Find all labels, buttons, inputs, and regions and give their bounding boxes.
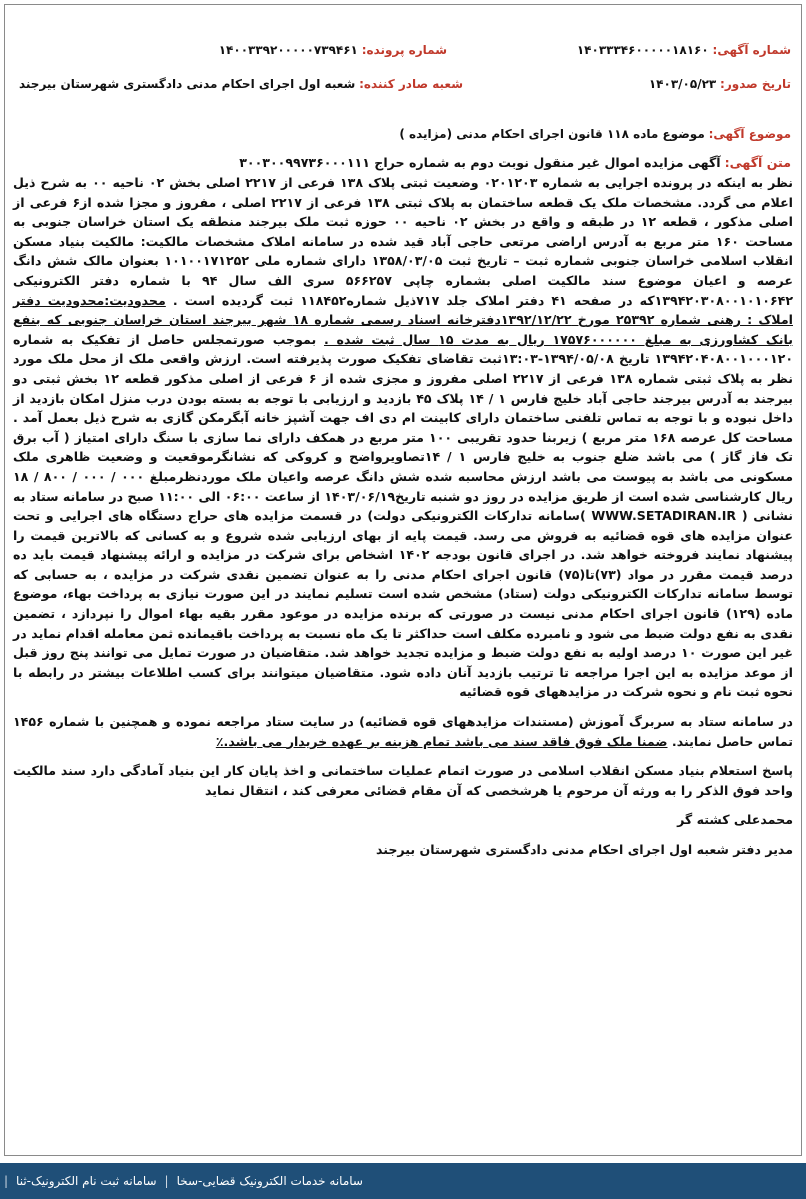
issue-date-row (649, 77, 791, 91)
notice-number-row (577, 43, 791, 57)
footer-separator: | (164, 1174, 169, 1188)
case-number: ۱۴۰۰۳۳۹۲۰۰۰۰۰۷۳۹۴۶۱ (218, 43, 358, 57)
issuer: شعبه اول اجرای احکام مدنی دادگستری شهرستان بیرجند (18, 77, 356, 91)
issuer-label: شعبه صادر کننده: (359, 77, 463, 91)
body-paragraph-3 (13, 761, 793, 800)
case-number-row (219, 43, 447, 57)
case-number-label: شماره پرونده: (361, 43, 447, 57)
subject-row (399, 127, 791, 141)
footer-separator-end: | (4, 1174, 9, 1188)
footer-link-sakha[interactable]: سامانه خدمات الکترونیک قضایی-سخا (176, 1174, 363, 1188)
notice-title: آگهی مزایده اموال غیر منقول نوبت دوم به شماره حراج ۳۰۰۳۰۰۹۹۷۳۶۰۰۰۱۱۱ (239, 155, 721, 170)
issuer-row (19, 77, 463, 91)
body-p3: پاسخ استعلام بنیاد مسکن انقلاب اسلامی در صورت اتمام عملیات ساختمانی و اخذ پایان کار این بنیاد آمادگی دارد سند مالکیت واحد فوق الذکر را به ورثه آن مرحوم یا هرشخصی که آن مقام قضائی معرفی کند ، انتقال نماید (13, 763, 793, 798)
body-paragraph-1 (13, 173, 793, 702)
body-p2a: در سامانه ستاد به سربرگ آموزش (مستندات مزایدههای قوه قضائیه) در سایت ستاد مراجعه نموده و همچنین با شماره ۱۴۵۶ تماس حاصل نمایند. (13, 714, 793, 749)
body-paragraph-2 (13, 712, 793, 751)
subject-label: موضوع آگهی: (708, 127, 791, 141)
signer-title: مدیر دفتر شعبه اول اجرای احکام مدنی دادگستری شهرستان بیرجند (375, 842, 793, 857)
body-p1a: نظر به اینکه در پرونده اجرایی به شماره ۰۲۰۱۲۰۳ وضعیت ثبتی پلاک ۱۳۸ فرعی از ۲۲۱۷ اصلی بخش ۰۲ ناحیه ۰۰ به شرح ذیل اعلام می گردد. مشخصات ملک یک قطعه ساختمان به پلاک ثبتی ۱۳۸ فرعی از ۲۲۱۷ اصلی ، مفروز و مجزا شده از۶ فرعی از اصلی مذکور ، قطعه ۱۲ در طبقه و واقع در بخش ۰۲ ناحیه ۰۰ حوزه ثبت ملک بیرجند منطقه یک استان خراسان جنوبی به مساحت ۱۶۰ متر مربع به آدرس اراضی مرتعی حاجی آباد قید شده در سامانه املاک مشخصات مالکیت: مالکیت بنیاد مسکن انقلاب اسلامی خراسان جنوبی شماره ثبت – تاریخ ثبت ۱۳۵۸/۰۳/۰۵ دارای شماره ملی ۱۰۱۰۰۱۷۱۲۵۲ بعنوان مالک شش دانگ عرصه و اعیان موضوع سند مالکیت اصلی بشماره چاپی ۵۶۶۲۵۷ سری الف سال ۹۴ با شماره دفتر الکترونیکی ۱۳۹۴۲۰۳۰۸۰۰۱۰۱۰۶۴۲که در صفحه ۴۱ دفتر املاک جلد ۷۱۷ذیل شماره۱۱۸۴۵۲ ثبت گردیده است . (13, 175, 794, 308)
notice-number-label: شماره آگهی: (712, 43, 791, 57)
footer-link-sana[interactable]: سامانه ثبت نام الکترونیک-ثنا (16, 1174, 157, 1188)
notice-body (13, 173, 793, 870)
body-p2b-note: ضمنا ملک فوق فاقد سند می باشد تمام هزینه بر عهده خریدار می باشد.٪ (215, 733, 668, 749)
notice-title-label: متن آگهی: (724, 155, 791, 170)
body-p1b-restriction: محدودیت:محدودیت دفتر املاک : رهنی شماره ۲۵۳۹۲ مورخ ۱۳۹۲/۱۲/۲۲دفترخانه اسناد رسمی شماره ۱۸ شهر بیرجند استان خراسان جنوبی که بنفع بانک کشاورزی به مبلغ ۱۷۵۷۶۰۰۰۰۰۰ ریال به مدت ۱۵ سال ثبت شده . (13, 292, 793, 347)
issue-date-label: تاریخ صدور: (720, 77, 791, 91)
notice-title-row (239, 155, 791, 170)
subject-value: موضوع ماده ۱۱۸ قانون اجرای احکام مدنی (مزایده ) (399, 127, 705, 141)
issue-date: ۱۴۰۳/۰۵/۲۳ (648, 77, 717, 91)
body-p1c: بموجب صورتمجلس حاصل از تفکیک به شماره ۱۳۹۴۲۰۴۰۸۰۰۱۰۰۰۱۲۰ تاریخ ۱۳۹۴/۰۵/۰۸-۱۳:۰۳ثبت تقاضای تفکیک صورت پذیرفته است. ارزش واقعی ملک از محل ملک مورد نظر به پلاک ثبتی شماره ۱۳۸ فرعی از ۲۲۱۷ اصلی مفروز و مجزی شده از ۶ فرعی از اصلی مذکور قطعه ۱۲ بخش ثبتی دو بیرجند به آدرس بیرجند حاجی آباد خلیج فارس ۱ / ۱۴ پلاک ۴۵ بازدید و ارزیابی با توجه به بسته بودن درب منزل امکان بازدید از داخل نبوده و با توجه به تماس تلفنی ساختمان دارای کابینت ام دی اف جهت آشپز خانه آبگرمکن گازی به شرح ذیل بعمل آمد . مساحت کل عرصه ۱۶۸ متر مربع ) زیربنا حدود تقریبی ۱۰۰ متر مربع در همکف دارای نما سازی با سنگ دارای امتیاز ( آب برق تک فاز گاز ) می باشد ضلع جنوب به خلیج فارس ۱ / ۱۴تصاویرواضح و کروکی که نشانگرموقعیت و وضعیت ظاهری ملک مسکونی می باشد به پیوست می باشد ارزش محاسبه شده شش دانگ عرصه واعیان ملک موردنظرمبلغ ۰۰۰ / ۰۰۰ / ۸۰۰ / ۱۸ ریال کارشناسی شده است از طریق مزایده در روز دو شنبه تاریخ۱۴۰۳/۰۶/۱۹ از ساعت ۰۶:۰۰ الی ۱۱:۰۰ صبح در سامانه ستاد به نشانی ( WWW.SETADIRAN.IR )سامانه تدارکات الکترونیکی دولت) در قسمت مزایده های حراج دستگاه های اجرایی و تحت عنوان مزایده های قوه قضائیه به فروش می رسد. قیمت پایه از بهای ارزیابی شده شروع و به کسانی که بالاترین قیمت را پیشنهاد نمایند فروخته خواهد شد. در اجرای قانون بودجه ۱۴۰۲ اشخاص برای شرکت در مزایده و ارائه پیشنهاد قیمت باید ده درصد قیمت مقرر در مواد (۷۳)تا(۷۵) قانون اجرای احکام مدنی را به عنوان تضمین نقدی شرکت در مزایده ، به حسابی که توسط سامانه تدارکات الکترونیکی دولت (ستاد) مشخص شده است تسلیم نمایند در این صورت نیازی به پرداخت بهاء، موضوع ماده (۱۲۹) قانون اجرای احکام مدنی نیست در صورتی که برنده مزایده در موعود مقرر بقیه بهاء اموال را نپردازد ، تضمین نقدی به نفع دولت ضبط می شود و نامبرده مکلف است حداکثر تا یک ماه نسبت به پرداخت باقیمانده ثمن معامله اقدام نماید در غیر این صورت ۱۰ درصد اولیه به نفع دولت ضبط و مزایده تجدید خواهد شد. متقاضیان در صورت تمایل می توانند پنج روز قبل از موعد مزایده به این اجرا مراجعه تا ترتیب بازدید آنان داده شود. متقاضیان میتوانند برای کسب اطلاعات بیشتر در رابطه با نحوه ثبت نام و نحوه شرکت در مزایدههای قوه قضائیه (13, 331, 794, 700)
notice-number: ۱۴۰۳۳۳۴۶۰۰۰۰۰۱۸۱۶۰ (576, 43, 709, 57)
footer-bar (0, 1163, 806, 1199)
signer-name: محمدعلی کشته گر (677, 812, 793, 828)
notice-frame (4, 4, 802, 1156)
